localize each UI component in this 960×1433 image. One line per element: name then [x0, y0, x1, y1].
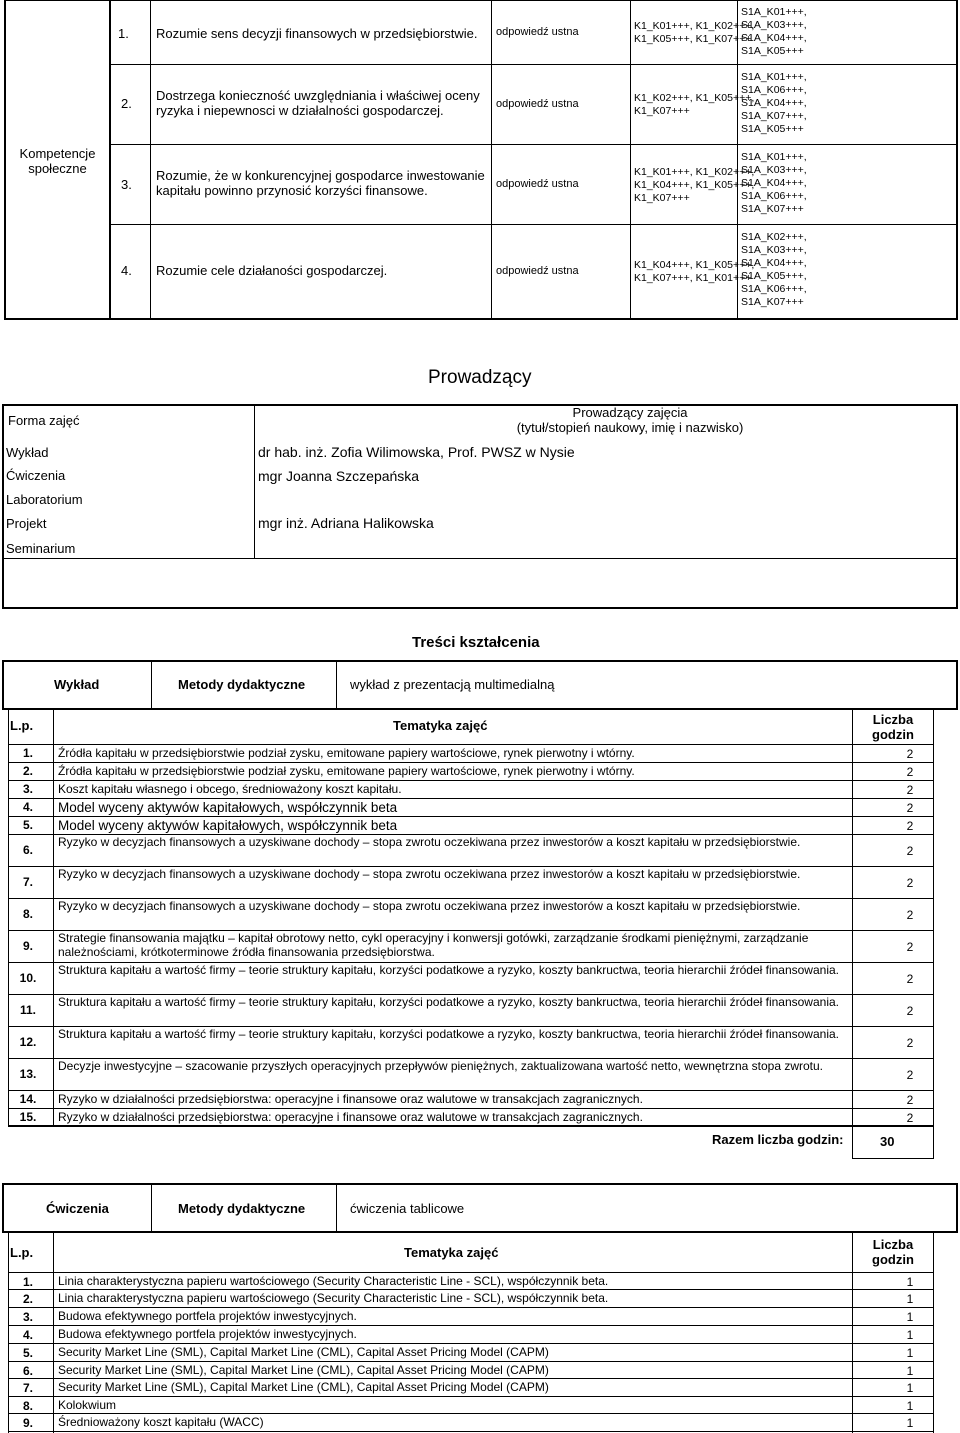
- table-row: [0, 867, 960, 899]
- row-hours: 1: [906, 1364, 914, 1378]
- row-number: 9.: [22, 1416, 33, 1430]
- s-code: S1A_K04+++,: [741, 32, 807, 44]
- row-topic: Budowa efektywnego portfela projektów inwestycyjnych.: [58, 1309, 357, 1323]
- table-row: [0, 931, 960, 963]
- row-hours: 2: [906, 972, 914, 986]
- row-number: 4.: [22, 1328, 33, 1342]
- s-code: S1A_K03+++,: [741, 19, 807, 31]
- competence-method: odpowiedź ustna: [496, 26, 579, 38]
- s-codes: [741, 6, 807, 58]
- row-number: 11.: [19, 1003, 37, 1017]
- row-hours: 2: [906, 1004, 914, 1018]
- competence-text: Rozumie cele działaności gospodarczej.: [156, 263, 388, 278]
- k-code: K1_K07+++: [634, 105, 690, 117]
- s-code: S1A_K03+++,: [741, 164, 807, 176]
- row-topic: Ryzyko w decyzjach finansowych a uzyskiwane dochody – stopa zwrotu oczekiwana przez inwestorów a koszt kapitału w przedsiębiorstwie.: [58, 867, 801, 881]
- table-row: [0, 1397, 960, 1414]
- forma-wyklad: Wykład: [6, 445, 49, 460]
- row-number: 6.: [22, 843, 33, 857]
- row-number: 15.: [19, 1109, 37, 1124]
- table-row: [0, 1027, 960, 1059]
- row-hours: 2: [906, 908, 914, 922]
- total-value: 30: [880, 1134, 895, 1149]
- row-topic: Budowa efektywnego portfela projektów inwestycyjnych.: [58, 1327, 357, 1341]
- col-lp: L.p.: [10, 1245, 34, 1260]
- col-lp: L.p.: [10, 718, 34, 733]
- table-row: [0, 1290, 960, 1308]
- row-number: 14.: [19, 1092, 37, 1106]
- row-topic: Decyzje inwestycyjne – szacowanie przyszłych operacyjnych przepływów pieniężnych, zaktualizowana wartość netto, wewnętrzna stopa zwrotu.: [58, 1059, 824, 1073]
- forma-laboratorium: Laboratorium: [6, 492, 83, 507]
- k-code: K1_K05+++, K1_K07+++: [634, 33, 752, 45]
- row-number: 3.: [22, 782, 33, 796]
- row-hours: 1: [906, 1310, 914, 1324]
- row-hours: 2: [906, 1093, 914, 1107]
- row-hours: 2: [906, 876, 914, 890]
- forma-projekt: Projekt: [6, 516, 47, 531]
- s-codes: [741, 231, 807, 309]
- competence-text: Rozumie sens decyzji finansowych w przedsiębiorstwie.: [156, 26, 478, 41]
- s-code: S1A_K07+++: [741, 203, 804, 215]
- table-row: [0, 1344, 960, 1362]
- row-number: 7.: [22, 1381, 33, 1395]
- s-code: S1A_K03+++,: [741, 244, 807, 256]
- row-hours: 2: [906, 1110, 914, 1125]
- instructor-wyklad: dr hab. inż. Zofia Wilimowska, Prof. PWSZ w Nysie: [258, 444, 575, 460]
- table-row: [0, 781, 960, 799]
- table-row: [0, 763, 960, 781]
- row-number: 7.: [22, 875, 33, 889]
- instructor-cwiczenia: mgr Joanna Szczepańska: [258, 468, 420, 484]
- k-code: K1_K07+++: [634, 192, 690, 204]
- row-topic: Security Market Line (SML), Capital Market Line (CML), Capital Asset Pricing Model (CAPM): [58, 1380, 549, 1394]
- row-topic: Linia charakterystyczna papieru wartościowego (Security Characteristic Line - SCL), współczynnik beta.: [58, 1291, 609, 1305]
- table-row: [0, 1109, 960, 1126]
- row-number: 13.: [19, 1067, 37, 1081]
- row-hours: 2: [906, 783, 914, 797]
- col-instructor-header-line1: Prowadzący zajęcia: [572, 405, 688, 420]
- row-number: 3.: [22, 1310, 33, 1324]
- k-codes: [634, 20, 754, 46]
- row-number: 8.: [22, 907, 33, 921]
- competence-num: 4.: [121, 263, 132, 278]
- row-topic: Średnioważony koszt kapitału (WACC): [58, 1415, 264, 1429]
- s-code: S1A_K01+++,: [741, 71, 807, 83]
- row-hours: 2: [906, 765, 914, 779]
- row-number: 5.: [22, 1346, 33, 1360]
- s-code: S1A_K04+++,: [741, 257, 807, 269]
- instructor-projekt: mgr inż. Adriana Halikowska: [258, 515, 434, 531]
- row-topic: Ryzyko w działalności przedsiębiorstwa: operacyjne i finansowe oraz walutowe w transakcjach zagranicznych.: [58, 1110, 643, 1124]
- s-code: S1A_K07+++: [741, 296, 804, 308]
- k-codes: [634, 259, 754, 285]
- row-topic: Strategie finansowania majątku – kapitał obrotowy netto, cykl operacyjny i konwersji gotówki, zarządzanie środkami pieniężnymi, zarządzanie należnościami, krótkoterminowe źródła finansowania przedsiębiorstwa.: [58, 931, 809, 959]
- competence-text: Rozumie, że w konkurencyjnej gospodarce inwestowanie kapitału powinno przynosić korzyści finansowe.: [156, 168, 485, 198]
- k-codes: [634, 92, 754, 118]
- row-number: 2.: [22, 1292, 33, 1306]
- s-code: S1A_K05+++: [741, 123, 804, 135]
- methods-value: ćwiczenia tablicowe: [350, 1201, 465, 1216]
- row-hours: 2: [906, 1068, 914, 1082]
- col-hours-line2: godzin: [872, 1252, 914, 1267]
- s-codes: [741, 151, 807, 216]
- row-topic: Security Market Line (SML), Capital Market Line (CML), Capital Asset Pricing Model (CAPM): [58, 1363, 549, 1377]
- row-topic: Struktura kapitału a wartość firmy – teorie struktury kapitału, korzyści podatkowe a ryzyko, koszty bankructwa, teoria hierarchii źródeł finansowania.: [58, 995, 839, 1009]
- row-number: 1.: [22, 746, 33, 760]
- table-row: [0, 1059, 960, 1091]
- row-hours: 2: [906, 1036, 914, 1050]
- row-hours: 1: [906, 1292, 914, 1306]
- k-code: K1_K04+++, K1_K05+++,: [634, 259, 755, 271]
- table-row: [0, 1326, 960, 1344]
- row-hours: 2: [906, 844, 914, 858]
- table-row: [0, 817, 960, 835]
- s-codes: [741, 71, 807, 136]
- lecture-label: Wykład: [54, 677, 100, 692]
- col-topic: Tematyka zajęć: [404, 1245, 499, 1260]
- table-row: [0, 1091, 960, 1109]
- row-topic: Kolokwium: [58, 1398, 117, 1412]
- table-row: [0, 963, 960, 995]
- row-number: 4.: [22, 800, 33, 814]
- competence-text: Dostrzega konieczność uwzględniania i właściwej oceny ryzyka i niepewnosci w działalności gospodarczej.: [156, 88, 480, 118]
- instructors-title: Prowadzący: [428, 367, 532, 388]
- row-hours: 1: [906, 1346, 914, 1360]
- col-topic: Tematyka zajęć: [393, 718, 488, 733]
- col-hours-line1: Liczba: [872, 1237, 914, 1252]
- table-row: [0, 1273, 960, 1290]
- s-code: S1A_K05+++,: [741, 270, 807, 282]
- col-instructor-header-line2: (tytuł/stopień naukowy, imię i nazwisko): [516, 420, 744, 435]
- row-number: 2.: [22, 764, 33, 778]
- table-row: [0, 1362, 960, 1379]
- k-code: K1_K02+++, K1_K05+++,: [634, 92, 755, 104]
- row-topic: Ryzyko w działalności przedsiębiorstwa: operacyjne i finansowe oraz walutowe w transakcjach zagranicznych.: [58, 1092, 643, 1106]
- row-topic: Linia charakterystyczna papieru wartościowego (Security Characteristic Line - SCL), współczynnik beta.: [58, 1274, 609, 1288]
- col-forma-header: Forma zajęć: [8, 413, 80, 428]
- col-hours: [855, 712, 931, 742]
- row-number: 8.: [22, 1399, 33, 1413]
- row-topic: Źródła kapitału w przedsiębiorstwie podział zysku, emitowane papiery wartościowe, rynek pierwotny i wtórny.: [58, 746, 635, 760]
- exercises-label: Ćwiczenia: [46, 1201, 109, 1216]
- competence-num: 2.: [121, 96, 132, 111]
- competence-method: odpowiedź ustna: [496, 98, 579, 110]
- row-topic: Źródła kapitału w przedsiębiorstwie podział zysku, emitowane papiery wartościowe, rynek pierwotny i wtórny.: [58, 764, 635, 778]
- total-label: Razem liczba godzin:: [712, 1132, 844, 1147]
- s-code: S1A_K05+++: [741, 45, 804, 57]
- s-code: S1A_K06+++,: [741, 84, 807, 96]
- s-code: S1A_K04+++,: [741, 97, 807, 109]
- s-code: S1A_K04+++,: [741, 177, 807, 189]
- s-code: S1A_K01+++,: [741, 6, 807, 18]
- forma-cwiczenia: Ćwiczenia: [6, 468, 66, 483]
- row-topic: Struktura kapitału a wartość firmy – teorie struktury kapitału, korzyści podatkowe a ryzyko, koszty bankructwa, teoria hierarchii źródeł finansowania.: [58, 1027, 839, 1041]
- s-code: S1A_K01+++,: [741, 151, 807, 163]
- table-row: [0, 745, 960, 763]
- table-row: [0, 899, 960, 931]
- content-title: Treści kształcenia: [412, 634, 540, 651]
- row-hours: 2: [906, 940, 914, 954]
- table-row: [0, 835, 960, 867]
- row-hours: 1: [906, 1328, 914, 1342]
- row-number: 1.: [22, 1275, 33, 1289]
- row-hours: 1: [906, 1416, 914, 1430]
- competence-num: 3.: [121, 177, 132, 192]
- competence-num: 1.: [118, 26, 129, 41]
- col-hours-line2: godzin: [872, 727, 914, 742]
- row-hours: 2: [906, 819, 914, 833]
- table-row: [0, 1414, 960, 1432]
- row-hours: 1: [906, 1275, 914, 1289]
- row-topic: Ryzyko w decyzjach finansowych a uzyskiwane dochody – stopa zwrotu oczekiwana przez inwestorów a koszt kapitału w przedsiębiorstwie.: [58, 835, 801, 849]
- row-hours: 1: [906, 1399, 914, 1413]
- row-topic: Model wyceny aktywów kapitałowych, współczynnik beta: [58, 800, 398, 815]
- row-topic: Struktura kapitału a wartość firmy – teorie struktury kapitału, korzyści podatkowe a ryzyko, koszty bankructwa, teoria hierarchii źródeł finansowania.: [58, 963, 839, 977]
- k-codes: [634, 166, 754, 205]
- row-number: 5.: [22, 818, 33, 832]
- row-hours: 2: [906, 801, 914, 815]
- competence-category: Kompetencje społeczne: [19, 146, 96, 176]
- forma-seminarium: Seminarium: [6, 541, 76, 556]
- row-number: 6.: [22, 1364, 33, 1378]
- methods-label: Metody dydaktyczne: [178, 1201, 306, 1216]
- row-topic: Koszt kapitału własnego i obcego, średnioważony koszt kapitału.: [58, 782, 402, 796]
- row-hours: 1: [906, 1381, 914, 1395]
- table-row: [0, 995, 960, 1027]
- col-hours: [855, 1237, 931, 1267]
- competence-method: odpowiedź ustna: [496, 178, 579, 190]
- s-code: S1A_K06+++,: [741, 283, 807, 295]
- row-topic: Ryzyko w decyzjach finansowych a uzyskiwane dochody – stopa zwrotu oczekiwana przez inwestorów a koszt kapitału w przedsiębiorstwie.: [58, 899, 801, 913]
- s-code: S1A_K02+++,: [741, 231, 807, 243]
- row-number: 12.: [19, 1035, 37, 1049]
- s-code: S1A_K07+++,: [741, 110, 807, 122]
- methods-label: Metody dydaktyczne: [178, 677, 306, 692]
- table-row: [0, 799, 960, 817]
- col-instructor-header: [480, 405, 780, 435]
- table-row: [0, 1379, 960, 1397]
- k-code: K1_K07+++, K1_K01+++: [634, 272, 752, 284]
- row-number: 10.: [19, 971, 37, 985]
- k-code: K1_K01+++, K1_K02+++,: [634, 166, 755, 178]
- k-code: K1_K04+++, K1_K05+++,: [634, 179, 755, 191]
- row-topic: Security Market Line (SML), Capital Market Line (CML), Capital Asset Pricing Model (CAPM): [58, 1345, 549, 1359]
- row-topic: Model wyceny aktywów kapitałowych, współczynnik beta: [58, 818, 398, 833]
- competence-method: odpowiedź ustna: [496, 265, 579, 277]
- methods-value: wykład z prezentacją multimedialną: [350, 677, 555, 692]
- k-code: K1_K01+++, K1_K02+++,: [634, 20, 755, 32]
- row-hours: 2: [906, 747, 914, 761]
- col-hours-line1: Liczba: [872, 712, 914, 727]
- s-code: S1A_K06+++,: [741, 190, 807, 202]
- row-number: 9.: [22, 939, 33, 953]
- table-row: [0, 1308, 960, 1326]
